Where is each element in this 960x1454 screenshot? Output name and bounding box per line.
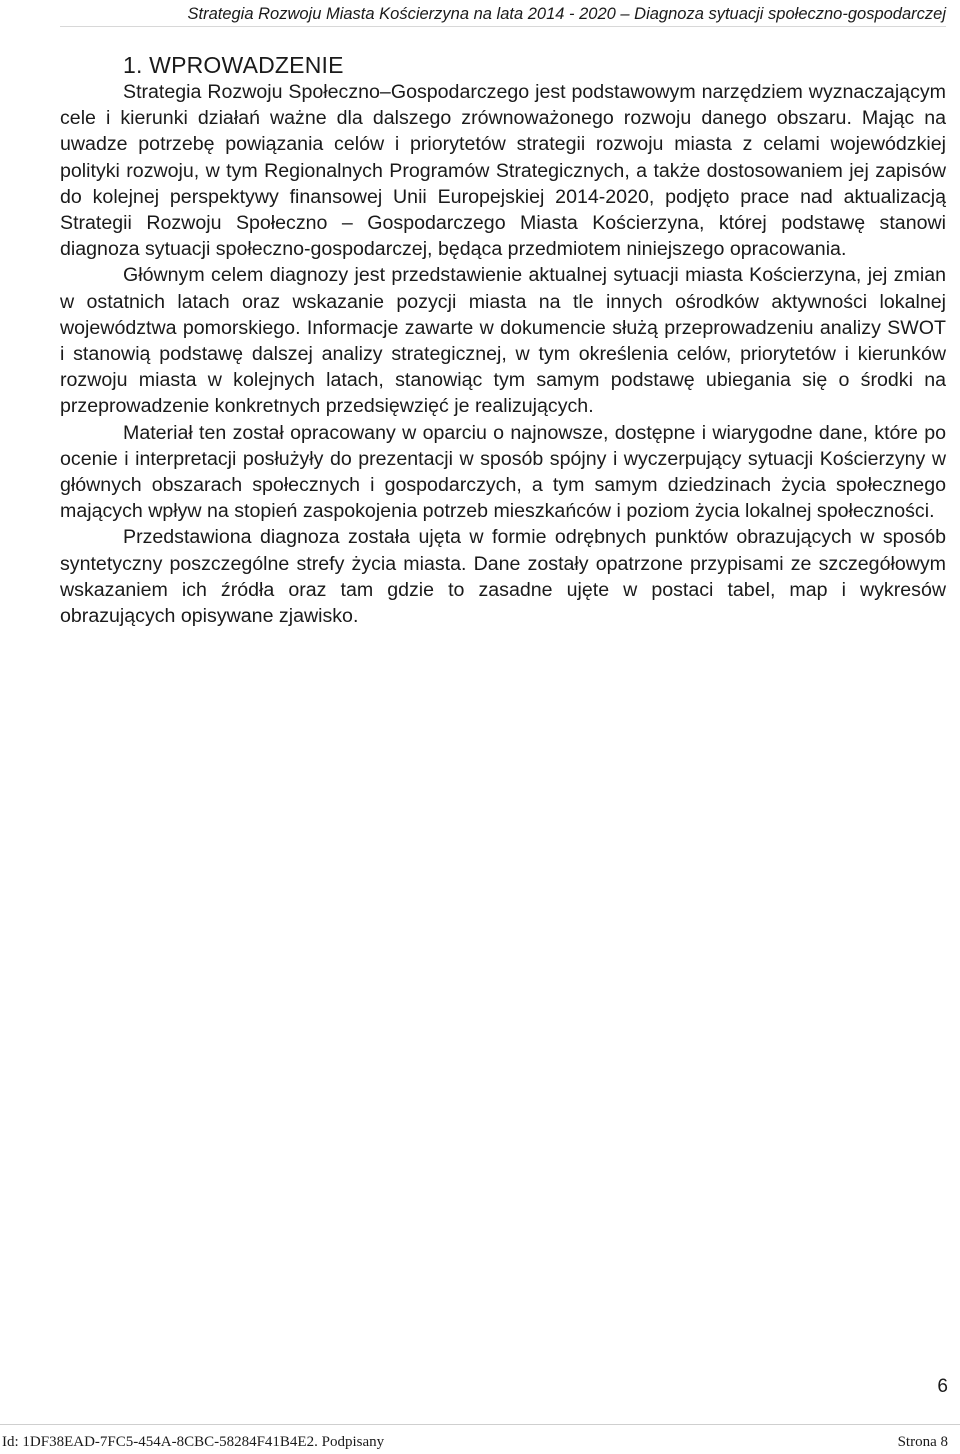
paragraph-4: Przedstawiona diagnoza została ujęta w formie odrębnych punktów obrazujących w sposób syntetyczny poszczególne strefy życia miasta. Dane zostały opatrzone przypisami ze szczegółowym wskazaniem ich źródła oraz tam gdzie to zasadne ujęte w postaci tabel, map i wykresów obrazujących opisywane zjawisko. (60, 526, 946, 628)
paragraph-1: Strategia Rozwoju Społeczno–Gospodarczego jest podstawowym narzędziem wyznaczającym cele i kierunki działań ważne dla dalszego zrównoważonego rozwoju danego obszaru. Mając na uwadze potrzebę powiązania celów i priorytetów strategii rozwoju miasta z celami wojewódzkiej polityki rozwoju, w tym Regionalnych Programów Strategicznych, a także dostosowaniem jej zapisów do kolejnej perspektywy finansowej Unii Europejskiej 2014-2020, podjęto prace nad aktualizacją Strategii Rozwoju Społeczno – Gospodarczego Miasta Kościerzyna, której podstawę stanowi diagnoza sytuacji społeczno-gospodarczej, będąca przedmiotem niniejszego opracowania. (60, 81, 946, 261)
running-header: Strategia Rozwoju Miasta Kościerzyna na lata 2014 - 2020 – Diagnoza sytuacji społeczno-gospodarczej (60, 4, 946, 27)
document-id: Id: 1DF38EAD-7FC5-454A-8CBC-58284F41B4E2. Podpisany (2, 1434, 385, 1450)
page-number: 6 (937, 1376, 948, 1397)
paragraph-2: Głównym celem diagnozy jest przedstawienie aktualnej sytuacji miasta Kościerzyna, jej zmian w ostatnich latach oraz wskazanie pozycji miasta na tle innych ośrodków aktywności lokalnej województwa pomorskiego. Informacje zawarte w dokumencie służą przeprowadzeniu analizy SWOT i stanowią podstawę dalszej analizy strategicznej, w tym określenia celów, priorytetów i kierunków rozwoju miasta w kolejnych latach, stanowiąc tym samym podstawę ubiegania się o środki na przeprowadzenie konkretnych przedsięwzięć je realizujących. (60, 264, 946, 418)
section-title: 1. WPROWADZENIE (123, 52, 344, 78)
paragraph-3: Materiał ten został opracowany w oparciu o najnowsze, dostępne i wiarygodne dane, które po ocenie i interpretacji posłużyły do prezentacji w sposób spójny i wyczerpujący sytuacji Kościerzyny w głównych obszarach społecznych i gospodarczych, a tym samym dziedzinach życia społecznego mających wpływ na stopień zaspokojenia potrzeb mieszkańców i poziom życia lokalnej społeczności. (60, 421, 946, 523)
footer-page-label: Strona 8 (897, 1434, 948, 1450)
body-text (60, 79, 946, 629)
signature-footer (0, 1424, 960, 1454)
